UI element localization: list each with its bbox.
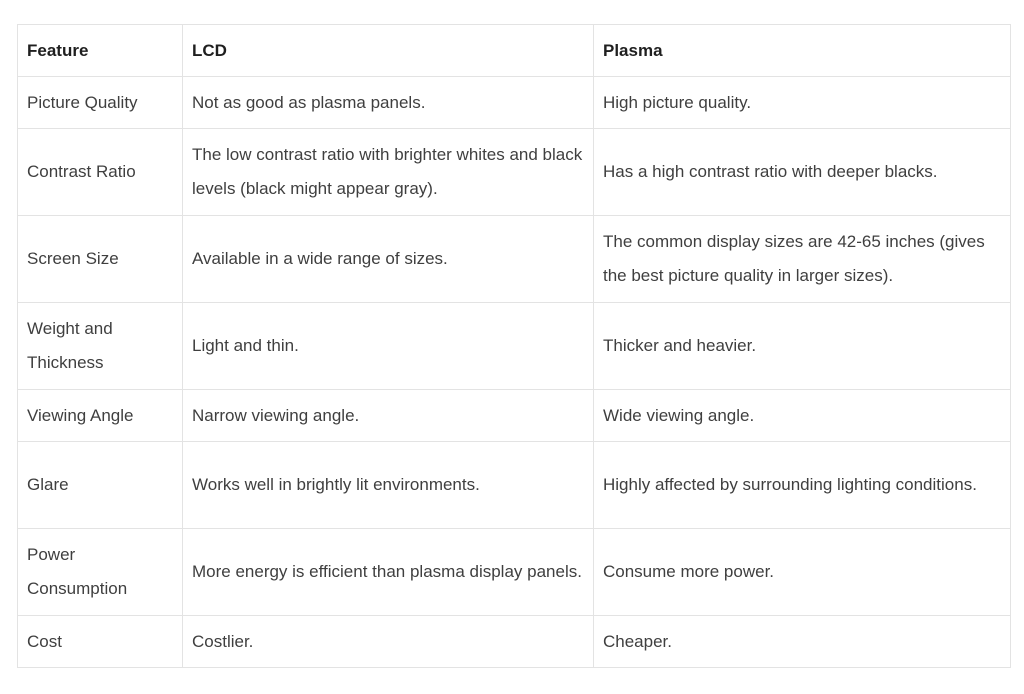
header-feature: Feature — [18, 25, 183, 77]
lcd-cell: Costlier. — [183, 616, 594, 668]
comparison-table-container — [17, 24, 1011, 668]
table-row — [18, 442, 1011, 529]
header-plasma: Plasma — [594, 25, 1011, 77]
feature-cell: Cost — [18, 616, 183, 668]
table-row — [18, 303, 1011, 390]
header-lcd: LCD — [183, 25, 594, 77]
plasma-cell: Thicker and heavier. — [594, 303, 1011, 390]
lcd-cell: Narrow viewing angle. — [183, 390, 594, 442]
table-row — [18, 616, 1011, 668]
plasma-cell: Consume more power. — [594, 529, 1011, 616]
table-row — [18, 216, 1011, 303]
table-row — [18, 129, 1011, 216]
lcd-cell: Available in a wide range of sizes. — [183, 216, 594, 303]
lcd-cell: Works well in brightly lit environments. — [183, 442, 594, 529]
table-row — [18, 77, 1011, 129]
feature-cell: Contrast Ratio — [18, 129, 183, 216]
lcd-cell: Light and thin. — [183, 303, 594, 390]
feature-cell: Glare — [18, 442, 183, 529]
plasma-cell: High picture quality. — [594, 77, 1011, 129]
plasma-cell: The common display sizes are 42-65 inches (gives the best picture quality in larger sizes). — [594, 216, 1011, 303]
lcd-cell: More energy is efficient than plasma display panels. — [183, 529, 594, 616]
feature-cell: Viewing Angle — [18, 390, 183, 442]
lcd-cell: The low contrast ratio with brighter whites and black levels (black might appear gray). — [183, 129, 594, 216]
feature-cell: Picture Quality — [18, 77, 183, 129]
table-header-row — [18, 25, 1011, 77]
lcd-vs-plasma-table — [17, 24, 1011, 668]
table-row — [18, 529, 1011, 616]
lcd-cell: Not as good as plasma panels. — [183, 77, 594, 129]
feature-cell: Power Consumption — [18, 529, 183, 616]
plasma-cell: Has a high contrast ratio with deeper blacks. — [594, 129, 1011, 216]
plasma-cell: Cheaper. — [594, 616, 1011, 668]
plasma-cell: Wide viewing angle. — [594, 390, 1011, 442]
feature-cell: Screen Size — [18, 216, 183, 303]
plasma-cell: Highly affected by surrounding lighting conditions. — [594, 442, 1011, 529]
table-row — [18, 390, 1011, 442]
feature-cell: Weight and Thickness — [18, 303, 183, 390]
